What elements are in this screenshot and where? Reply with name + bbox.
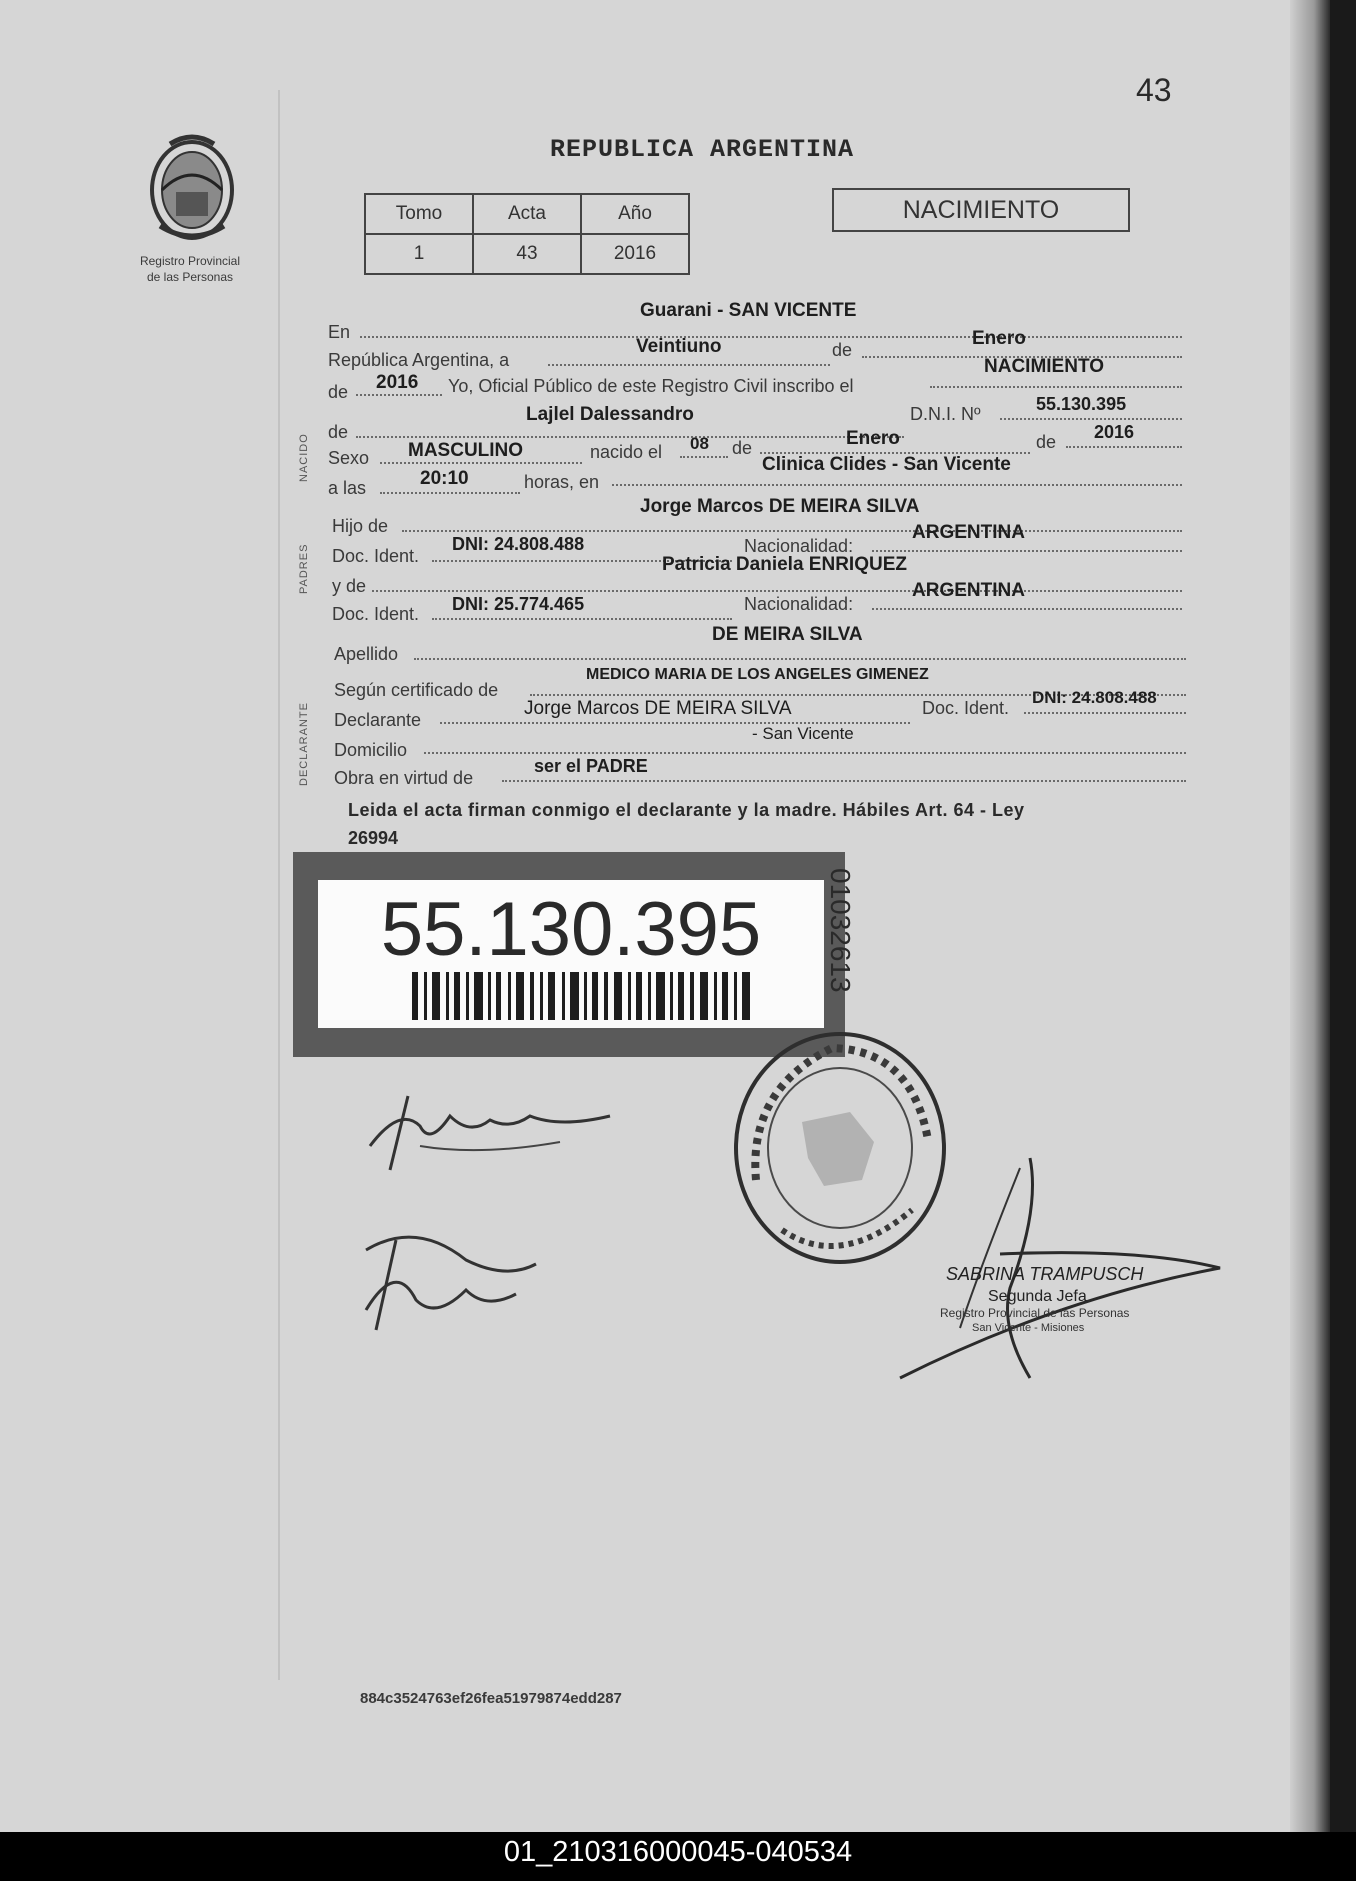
mother-signature-icon — [356, 1220, 556, 1340]
page-edge — [1290, 0, 1330, 1832]
page-number: 43 — [1136, 72, 1172, 108]
fill-line — [872, 550, 1182, 552]
value-madre-nac: ARGENTINA — [912, 580, 1025, 601]
value-anio-nac: 2016 — [1094, 422, 1135, 442]
section-label-nacido: NACIDO — [298, 433, 310, 482]
fill-line — [930, 386, 1182, 388]
value-lugar: Guarani - SAN VICENTE — [640, 300, 857, 321]
value-hora: 20:10 — [420, 468, 469, 489]
label-nacionalidad: Nacionalidad: — [744, 536, 854, 556]
value-tomo: 1 — [365, 234, 473, 274]
label-yo-oficial: Yo, Oficial Público de este Registro Civil inscribo el — [448, 376, 854, 396]
value-dni: 55.130.395 — [1036, 394, 1127, 414]
label-de: de — [328, 382, 349, 402]
fill-line — [380, 492, 520, 494]
label-declarante: Declarante — [334, 710, 422, 730]
value-acta: 43 — [473, 234, 581, 274]
label-republica: República Argentina, a — [328, 350, 510, 370]
fill-line — [548, 364, 830, 366]
fill-line — [1024, 712, 1186, 714]
label-de: de — [1036, 432, 1057, 452]
value-dia-nac: 08 — [690, 434, 709, 453]
fill-line — [872, 608, 1182, 610]
header-anio: Año — [581, 194, 689, 234]
label-obra: Obra en virtud de — [334, 768, 474, 788]
fill-line — [612, 484, 1182, 486]
value-mes: Enero — [972, 328, 1026, 349]
label-domicilio: Domicilio — [334, 740, 408, 760]
fill-line — [372, 590, 1182, 592]
value-anio: 2016 — [581, 234, 689, 274]
label-de: de — [732, 438, 753, 458]
label-hijo-de: Hijo de — [332, 516, 389, 536]
value-sexo: MASCULINO — [408, 440, 524, 461]
registry-table — [364, 193, 690, 275]
section-label-padres: PADRES — [298, 543, 310, 594]
fill-line — [502, 780, 1186, 782]
label-en: En — [328, 322, 351, 342]
value-padre: Jorge Marcos DE MEIRA SILVA — [640, 496, 920, 517]
value-lugar-nac: Clinica Clides - San Vicente — [762, 454, 1011, 475]
label-apellido: Apellido — [334, 644, 399, 664]
coat-of-arms-icon — [140, 130, 244, 248]
label-doc-ident: Doc. Ident. — [332, 604, 420, 624]
value-madre-doc: DNI: 25.774.465 — [452, 594, 585, 614]
fill-line — [424, 752, 1186, 754]
value-apellido: DE MEIRA SILVA — [712, 624, 863, 645]
value-nombre: Lajlel Dalessandro — [526, 404, 694, 425]
label-a-las: a las — [328, 478, 367, 498]
label-y-de: y de — [332, 576, 367, 596]
section-label-declarante: DECLARANTE — [298, 702, 310, 786]
label-de: de — [832, 340, 853, 360]
header-tomo: Tomo — [365, 194, 473, 234]
value-inscribe: NACIMIENTO — [984, 356, 1104, 377]
fill-line — [414, 658, 1186, 660]
label-horas-en: horas, en — [524, 472, 600, 492]
document-type-box: NACIMIENTO — [832, 188, 1130, 232]
declarant-signature-icon — [360, 1086, 620, 1176]
header-acta: Acta — [473, 194, 581, 234]
fill-line — [680, 456, 728, 458]
fill-line — [356, 436, 904, 438]
province-logo — [140, 130, 244, 253]
value-declarante-doc: DNI: 24.808.488 — [1032, 688, 1157, 707]
value-anio: 2016 — [376, 372, 419, 393]
label-dni-no: D.N.I. Nº — [910, 404, 981, 424]
value-padre-doc: DNI: 24.808.488 — [452, 534, 585, 554]
signer-place: San Vicente - Misiones — [972, 1322, 1085, 1334]
barcode-icon — [412, 972, 752, 1020]
label-nacionalidad: Nacionalidad: — [744, 594, 854, 614]
label-doc-ident: Doc. Ident. — [332, 546, 420, 566]
document-title: REPUBLICA ARGENTINA — [550, 135, 855, 164]
fill-line — [356, 394, 442, 396]
fill-line — [360, 336, 1182, 338]
document-hash: 884c3524763ef26fea51979874edd287 — [360, 1690, 622, 1707]
logo-caption-line2: de las Personas — [146, 270, 234, 284]
binding-line — [278, 90, 280, 1680]
image-filename: 01_210316000045-040534 — [503, 1836, 853, 1868]
label-doc-ident2: Doc. Ident. — [922, 698, 1010, 718]
value-certificado: MEDICO MARIA DE LOS ANGELES GIMENEZ — [586, 666, 929, 683]
value-madre: Patricia Daniela ENRIQUEZ — [662, 554, 907, 575]
value-mes-nac: Enero — [846, 428, 900, 449]
signer-role: Segunda Jefa — [988, 1288, 1087, 1305]
value-padre-nac: ARGENTINA — [912, 522, 1025, 543]
label-de: de — [328, 422, 349, 442]
dni-sticker-number: 55.130.395 — [380, 887, 762, 972]
fill-line — [432, 618, 732, 620]
label-segun: Según certificado de — [334, 680, 499, 700]
signer-org: Registro Provincial de las Personas — [940, 1306, 1130, 1320]
label-nacido-el: nacido el — [590, 442, 663, 462]
value-obra: ser el PADRE — [534, 756, 648, 776]
fill-line — [1066, 446, 1182, 448]
sticker-serial: 01032613 — [825, 868, 856, 993]
fill-line — [402, 530, 1182, 532]
closing-line1: Leida el acta firman conmigo el declarante y la madre. Hábiles Art. 64 - Ley — [348, 800, 1025, 820]
value-dia-letras: Veintiuno — [636, 336, 722, 357]
value-domicilio: - San Vicente — [752, 724, 854, 743]
fill-line — [380, 462, 582, 464]
signer-name: SABRINA TRAMPUSCH — [946, 1264, 1144, 1284]
logo-caption-line1: Registro Provincial — [139, 254, 241, 268]
value-declarante: Jorge Marcos DE MEIRA SILVA — [524, 698, 792, 719]
closing-line2: 26994 — [348, 828, 399, 848]
label-sexo: Sexo — [328, 448, 370, 468]
fill-line — [1000, 418, 1182, 420]
